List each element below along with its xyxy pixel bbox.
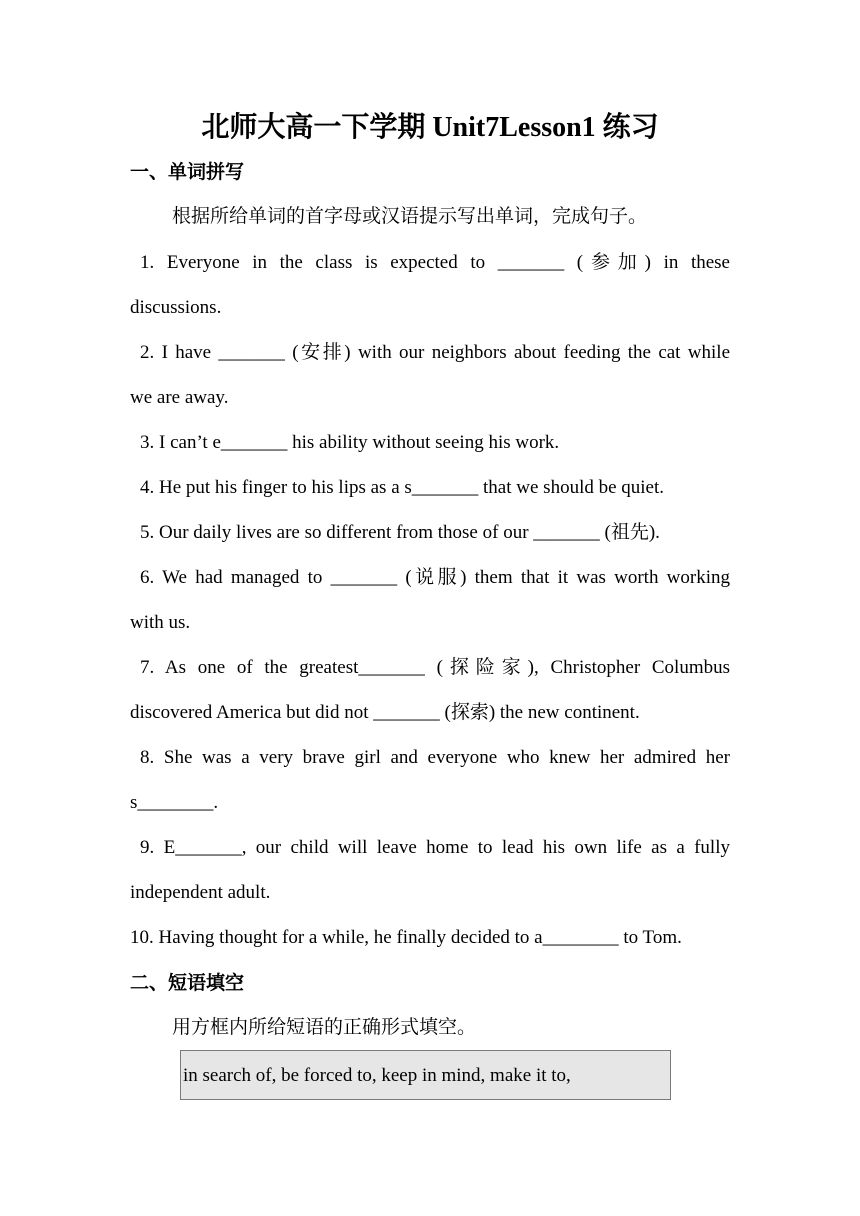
- question-1: [130, 240, 730, 330]
- question-8-line2: s________.: [130, 792, 219, 813]
- question-2: [130, 330, 730, 420]
- section1-instruction: 根据所给单词的首字母或汉语提示写出单词，完成句子。: [172, 206, 648, 227]
- page-title: 北师大高一下学期 Unit7Lesson1 练习: [201, 112, 659, 143]
- question-1-line2: discussions.: [130, 297, 222, 318]
- question-5-line1: 5. Our daily lives are so different from those of our _______ (祖先).: [140, 522, 660, 543]
- question-2-line2: we are away.: [130, 387, 229, 408]
- question-4-line1: 4. He put his finger to his lips as a s_______ that we should be quiet.: [140, 477, 665, 498]
- question-7-line2: discovered America but did not _______ (探索) the new continent.: [130, 702, 640, 723]
- question-8-line1: 8. She was a very brave girl and everyone who knew her admired her: [140, 747, 730, 768]
- question-6: [130, 555, 730, 645]
- question-10: [130, 915, 730, 960]
- question-3-line1: 3. I can’t e_______ his ability without seeing his work.: [140, 432, 560, 453]
- section2-instruction: 用方框内所给短语的正确形式填空。: [172, 1017, 477, 1038]
- question-9-line2: independent adult.: [130, 882, 271, 903]
- phrase-box: in search of, be forced to, keep in mind, make it to,: [180, 1050, 671, 1100]
- section2-heading: 二、短语填空: [130, 972, 245, 994]
- question-3: [130, 420, 730, 465]
- question-6-line1: 6. We had managed to _______ (说服) them that it was worth working: [140, 567, 730, 588]
- question-9-line1: 9. E_______, our child will leave home to lead his own life as a fully: [140, 837, 730, 858]
- question-7-line1: 7. As one of the greatest_______ (探险家), Christopher Columbus: [140, 657, 730, 678]
- question-6-line2: with us.: [130, 612, 191, 633]
- question-1-line1: 1. Everyone in the class is expected to _______ (参加) in these: [140, 252, 730, 273]
- question-4: [130, 465, 730, 510]
- question-5: [130, 510, 730, 555]
- question-8: [130, 735, 730, 825]
- question-10-line1: 10. Having thought for a while, he finally decided to a________ to Tom.: [130, 927, 682, 948]
- question-2-line1: 2. I have _______ (安排) with our neighbors about feeding the cat while: [140, 342, 730, 363]
- question-9: [130, 825, 730, 915]
- question-7: [130, 645, 730, 735]
- section1-heading: 一、单词拼写: [130, 161, 245, 183]
